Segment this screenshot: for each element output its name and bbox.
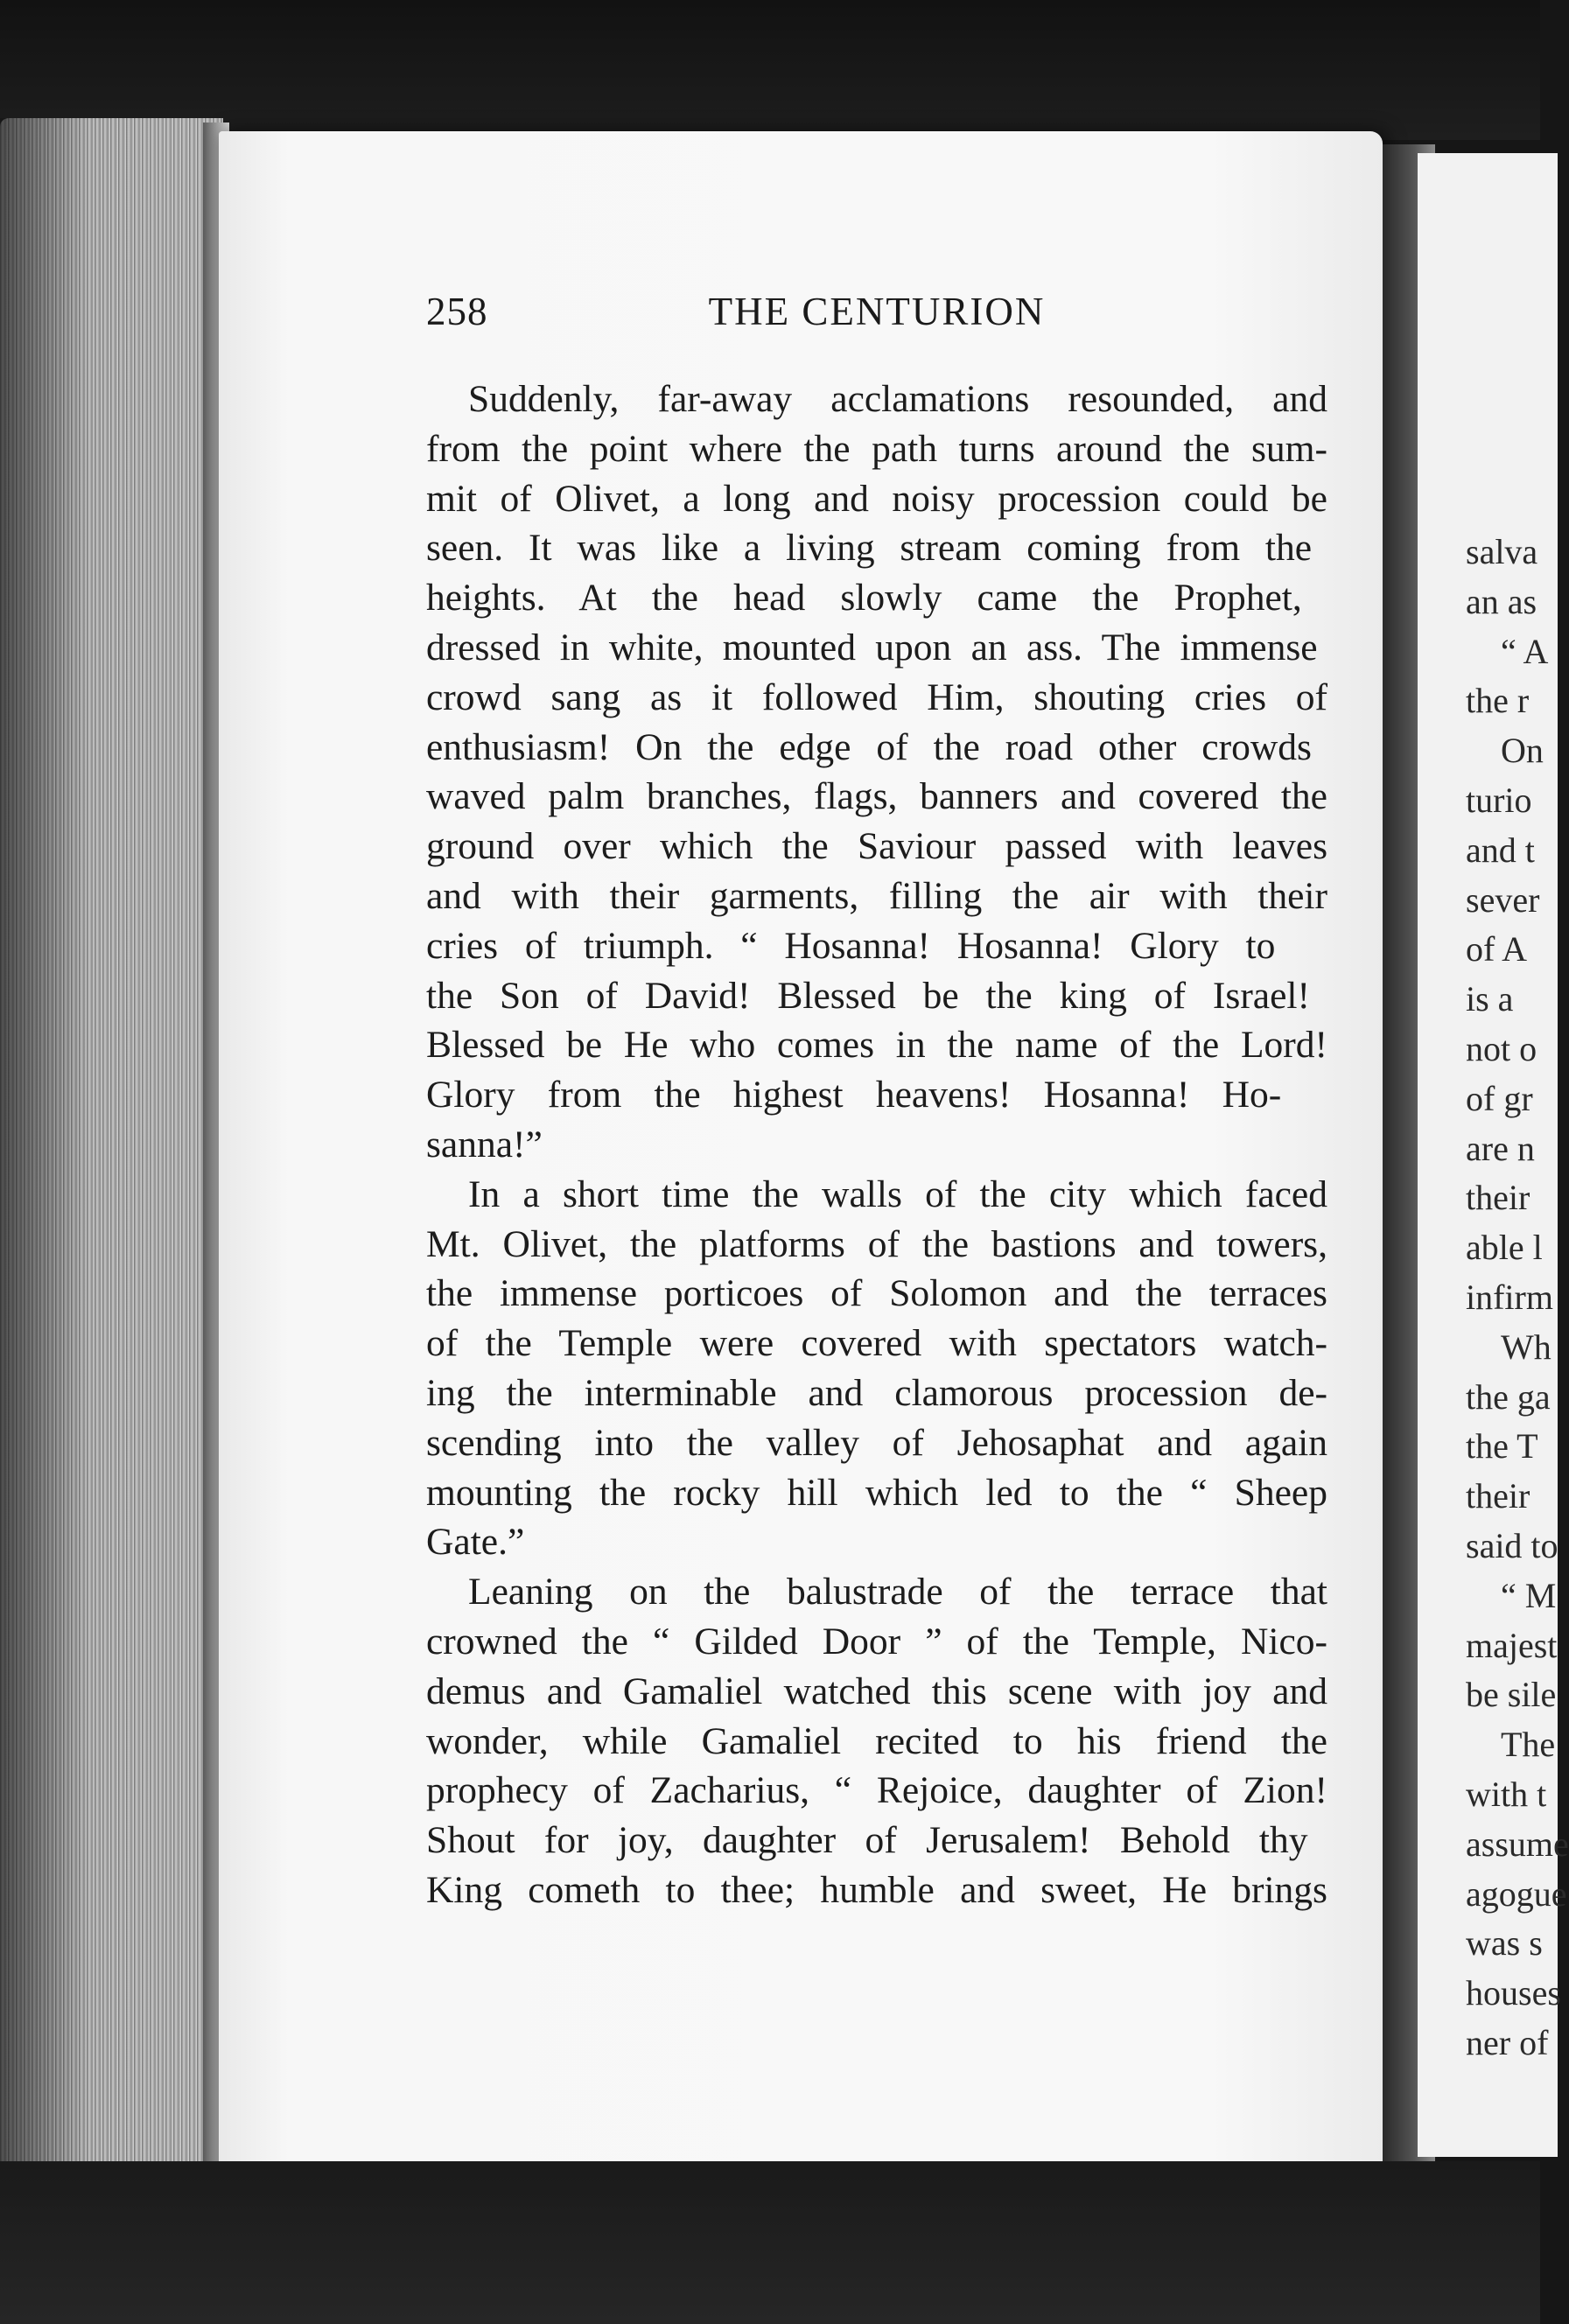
text-line: mounting the rocky hill which led to the “ Sheep [426, 1471, 1327, 1514]
text-line: from the point where the path turns around the sum- [426, 427, 1327, 470]
top-shadow [0, 0, 1540, 140]
facing-page-line: be sile [1466, 1675, 1557, 1715]
facing-page-line: salva [1466, 532, 1538, 571]
facing-page-line: is a [1466, 979, 1514, 1019]
facing-page-line: with t [1466, 1774, 1547, 1814]
text-line: crowned the “ Gilded Door ” of the Temple, Nico- [426, 1620, 1327, 1662]
facing-page-line: the ga [1466, 1376, 1551, 1417]
text-line: crowd sang as it followed Him, shouting cries of [426, 676, 1327, 718]
text-line: demus and Gamaliel watched this scene with joy and [426, 1670, 1327, 1712]
text-line: the Son of David! Blessed be the king of Israel! [426, 974, 1310, 1017]
facing-page-line: houses [1466, 1973, 1561, 2013]
facing-page-line: able l [1466, 1228, 1543, 1268]
page-header [426, 289, 1327, 341]
text-line: Gate.” [426, 1521, 525, 1564]
page-number: 258 [426, 290, 488, 333]
text-line: Blessed be He who comes in the name of the Lord! [426, 1024, 1327, 1067]
text-line: prophecy of Zacharius, “ Rejoice, daughter of Zion! [426, 1769, 1327, 1812]
facing-page-line: the T [1466, 1426, 1538, 1466]
text-line: of the Temple were covered with spectators watch- [426, 1322, 1327, 1365]
facing-page-line: their [1466, 1476, 1530, 1516]
facing-page-line: said to [1466, 1525, 1558, 1565]
text-line: sanna!” [426, 1123, 543, 1166]
facing-page-text [1466, 528, 1569, 2068]
facing-page-line: On [1501, 731, 1544, 771]
text-line: Shout for joy, daughter of Jerusalem! Behold thy [426, 1819, 1308, 1862]
bottom-shadow [0, 2161, 1540, 2324]
text-line: enthusiasm! On the edge of the road other crowds [426, 725, 1312, 768]
facing-page-line: and t [1466, 830, 1535, 870]
text-line: scending into the valley of Jehosaphat and again [426, 1421, 1327, 1464]
facing-page-line: “ A [1501, 631, 1549, 671]
text-line: In a short time the walls of the city which faced [468, 1172, 1327, 1215]
facing-page-line: infirm [1466, 1277, 1553, 1317]
facing-page-line: of gr [1466, 1078, 1533, 1118]
facing-page-line: of A [1466, 929, 1527, 970]
text-line: and with their garments, filling the air with their [426, 874, 1327, 917]
facing-page-line: was s [1466, 1923, 1543, 1964]
facing-page-line: The [1501, 1725, 1556, 1765]
running-title: THE CENTURION [708, 290, 1046, 333]
facing-page-line: sever [1466, 879, 1540, 920]
facing-page-line: are n [1466, 1128, 1535, 1168]
facing-page-line: ner of [1466, 2022, 1549, 2062]
text-line: ground over which the Saviour passed with leaves [426, 825, 1327, 868]
text-line: the immense porticoes of Solomon and the terraces [426, 1272, 1327, 1315]
facing-page-line: turio [1466, 780, 1532, 820]
text-line: dressed in white, mounted upon an ass. The immense [426, 626, 1318, 668]
text-line: cries of triumph. “ Hosanna! Hosanna! Glory to [426, 924, 1276, 967]
text-line: heights. At the head slowly came the Prophet, [426, 577, 1302, 620]
facing-page-line: the r [1466, 681, 1530, 721]
body-text [426, 374, 1327, 1915]
facing-page [1418, 153, 1569, 2157]
facing-page-line: not o [1466, 1028, 1537, 1068]
text-line: Leaning on the balustrade of the terrace that [468, 1571, 1327, 1614]
text-line: Suddenly, far-away acclamations resounded, and [468, 378, 1327, 420]
facing-page-line: their [1466, 1178, 1530, 1218]
text-line: Glory from the highest heavens! Hosanna! Ho- [426, 1074, 1282, 1116]
left-page-edges [0, 118, 223, 2174]
text-line: King cometh to thee; humble and sweet, He brings [426, 1868, 1327, 1911]
facing-page-line: “ M [1501, 1575, 1557, 1615]
text-line: waved palm branches, flags, banners and covered the [426, 775, 1327, 818]
text-line: mit of Olivet, a long and noisy procession could be [426, 477, 1327, 520]
facing-page-line: an as [1466, 581, 1537, 621]
text-line: seen. It was like a living stream coming from the [426, 527, 1313, 570]
facing-page-line: Wh [1501, 1326, 1551, 1367]
text-line: wonder, while Gamaliel recited to his friend the [426, 1719, 1327, 1762]
text-line: ing the interminable and clamorous procession de- [426, 1371, 1327, 1414]
text-line: Mt. Olivet, the platforms of the bastions and towers, [426, 1222, 1327, 1265]
facing-page-line: agogue [1466, 1873, 1567, 1914]
facing-page-line: majest [1466, 1625, 1558, 1665]
facing-page-line: assume [1466, 1824, 1569, 1864]
